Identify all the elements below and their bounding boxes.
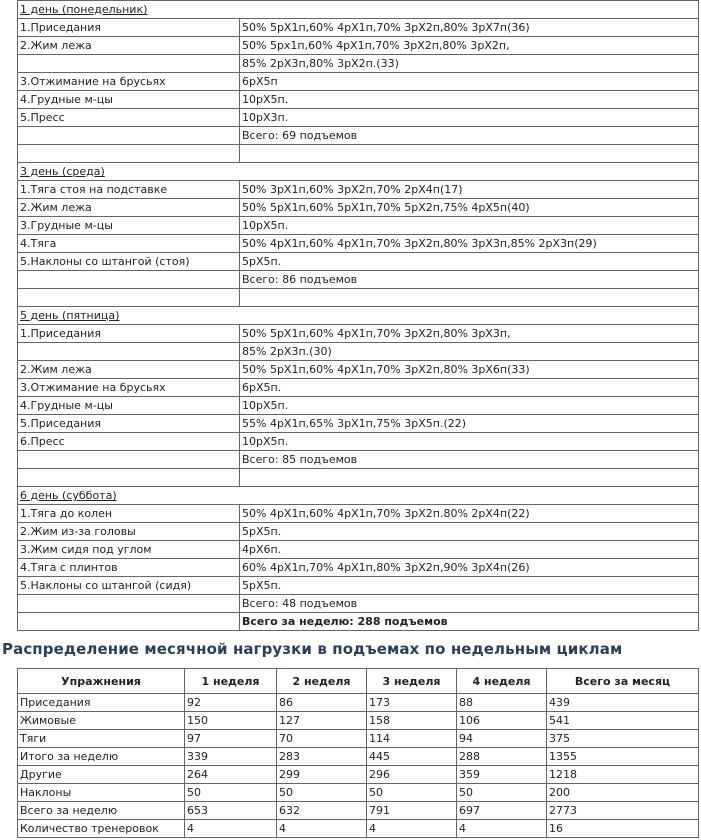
- distribution-row: [18, 694, 699, 712]
- distribution-body: [18, 694, 699, 838]
- exercise-row: [18, 451, 699, 469]
- week-4-cell: 106: [457, 712, 547, 730]
- month-total-cell: 200: [547, 784, 699, 802]
- month-total-cell: 439: [547, 694, 699, 712]
- exercise-name: 3.Отжимание на брусьях: [18, 73, 240, 91]
- distribution-header-row: [18, 669, 699, 694]
- exercise-row: [18, 127, 699, 145]
- exercise-name: 1.Приседания: [18, 325, 240, 343]
- exercise-row: [18, 379, 699, 397]
- week-3-cell: 296: [367, 766, 457, 784]
- exercise-row: [18, 541, 699, 559]
- exercise-row: [18, 361, 699, 379]
- exercise-scheme: 5рХ5п.: [240, 577, 699, 595]
- exercise-scheme: 60% 4рХ1п,70% 4рХ1п,80% 3рХ2п,90% 3рХ4п(26): [240, 559, 699, 577]
- month-total-cell: 1355: [547, 748, 699, 766]
- exercise-scheme: Всего за неделю: 288 подъемов: [240, 613, 699, 631]
- week-3-cell: 114: [367, 730, 457, 748]
- exercise-scheme: 10рХ5п.: [240, 397, 699, 415]
- week-3-cell: 791: [367, 802, 457, 820]
- week-1-cell: 150: [185, 712, 277, 730]
- distribution-row: [18, 730, 699, 748]
- exercise-row: [18, 523, 699, 541]
- exercise-scheme: 50% 5рХ1п,60% 5рХ1п,70% 5рХ2п,75% 4рХ5п(40): [240, 199, 699, 217]
- week-4-cell: 359: [457, 766, 547, 784]
- day-title: 3 день (среда): [18, 163, 699, 181]
- exercise-name: 2.Жим из-за головы: [18, 523, 240, 541]
- training-plan-body: [18, 1, 699, 631]
- week-4-cell: 4: [457, 820, 547, 838]
- week-3-cell: 50: [367, 784, 457, 802]
- exercise-scheme: 55% 4рХ1п,65% 3рХ1п,75% 3рХ5п.(22): [240, 415, 699, 433]
- header-exercise: Упражнения: [18, 669, 185, 694]
- distribution-row: [18, 820, 699, 838]
- header-month-total: Всего за месяц: [547, 669, 699, 694]
- exercise-name: 2.Жим лежа: [18, 37, 240, 55]
- exercise-row: [18, 325, 699, 343]
- exercise-name: [18, 145, 240, 163]
- exercise-scheme: Всего: 69 подъемов: [240, 127, 699, 145]
- exercise-row: [18, 415, 699, 433]
- exercise-scheme: 50% 5рХ1п,60% 4рХ1п,70% 3рХ2п,80% 3рХ7п(36): [240, 19, 699, 37]
- exercise-name: [18, 55, 240, 73]
- training-plan-table: [17, 0, 699, 631]
- exercise-row: [18, 613, 699, 631]
- exercise-cell: Другие: [18, 766, 185, 784]
- week-2-cell: 299: [277, 766, 367, 784]
- exercise-scheme: 50% 3рХ1п,60% 3рХ2п,70% 2рХ4п(17): [240, 181, 699, 199]
- month-total-cell: 2773: [547, 802, 699, 820]
- week-1-cell: 264: [185, 766, 277, 784]
- month-total-cell: 16: [547, 820, 699, 838]
- exercise-row: [18, 577, 699, 595]
- exercise-cell: Приседания: [18, 694, 185, 712]
- exercise-row: [18, 145, 699, 163]
- week-1-cell: 4: [185, 820, 277, 838]
- week-1-cell: 97: [185, 730, 277, 748]
- distribution-row: [18, 784, 699, 802]
- exercise-scheme: 6рХ5п: [240, 73, 699, 91]
- exercise-cell: Тяги: [18, 730, 185, 748]
- week-2-cell: 4: [277, 820, 367, 838]
- exercise-name: [18, 451, 240, 469]
- exercise-name: 3.Грудные м-цы: [18, 217, 240, 235]
- exercise-scheme: 10рХ5п.: [240, 433, 699, 451]
- header-week-3: 3 неделя: [367, 669, 457, 694]
- week-4-cell: 697: [457, 802, 547, 820]
- exercise-cell: Жимовые: [18, 712, 185, 730]
- distribution-row: [18, 802, 699, 820]
- exercise-scheme: 50% 5рХ1п,60% 4рХ1п,70% 3рХ2п,80% 3рХ3п,: [240, 325, 699, 343]
- exercise-scheme: 50% 5рх1п,60% 4рХ1п,70% 3рХ2п,80% 3рХ2п,: [240, 37, 699, 55]
- day-title: 1 день (понедельник): [18, 1, 699, 19]
- week-2-cell: 283: [277, 748, 367, 766]
- exercise-scheme: 5рХ5п.: [240, 523, 699, 541]
- exercise-row: [18, 91, 699, 109]
- exercise-name: [18, 289, 240, 307]
- exercise-row: [18, 595, 699, 613]
- exercise-scheme: 50% 5рХ1п,60% 4рХ1п,70% 3рХ2п,80% 3рХ6п(33): [240, 361, 699, 379]
- exercise-name: [18, 613, 240, 631]
- exercise-row: [18, 397, 699, 415]
- exercise-name: 4.Грудные м-цы: [18, 91, 240, 109]
- day-header-row: [18, 1, 699, 19]
- exercise-name: [18, 595, 240, 613]
- week-3-cell: 173: [367, 694, 457, 712]
- week-3-cell: 4: [367, 820, 457, 838]
- exercise-name: 5.Приседания: [18, 415, 240, 433]
- exercise-name: 2.Жим лежа: [18, 361, 240, 379]
- exercise-row: [18, 289, 699, 307]
- exercise-name: 3.Отжимание на брусьях: [18, 379, 240, 397]
- exercise-row: [18, 469, 699, 487]
- week-3-cell: 158: [367, 712, 457, 730]
- exercise-name: 1.Приседания: [18, 19, 240, 37]
- exercise-name: [18, 271, 240, 289]
- exercise-row: [18, 199, 699, 217]
- month-total-cell: 541: [547, 712, 699, 730]
- exercise-name: 3.Жим сидя под углом: [18, 541, 240, 559]
- exercise-scheme: 50% 4рХ1п,60% 4рХ1п,70% 3рХ2п.80% 2рХ4п(22): [240, 505, 699, 523]
- exercise-name: 1.Тяга стоя на подставке: [18, 181, 240, 199]
- exercise-row: [18, 343, 699, 361]
- week-2-cell: 50: [277, 784, 367, 802]
- exercise-scheme: Всего: 86 подъемов: [240, 271, 699, 289]
- exercise-row: [18, 271, 699, 289]
- exercise-scheme: 50% 4рХ1п,60% 4рХ1п,70% 3рХ2п,80% 3рХ3п,85% 2рХ3п(29): [240, 235, 699, 253]
- week-1-cell: 339: [185, 748, 277, 766]
- exercise-scheme: 85% 2рХ3п,80% 3рХ2п.(33): [240, 55, 699, 73]
- exercise-name: [18, 469, 240, 487]
- exercise-cell: Наклоны: [18, 784, 185, 802]
- distribution-row: [18, 712, 699, 730]
- exercise-scheme: Всего: 48 подъемов: [240, 595, 699, 613]
- week-1-cell: 50: [185, 784, 277, 802]
- day-title: 5 день (пятница): [18, 307, 699, 325]
- exercise-scheme: 10рХ5п.: [240, 217, 699, 235]
- header-week-4: 4 неделя: [457, 669, 547, 694]
- week-1-cell: 653: [185, 802, 277, 820]
- exercise-row: [18, 433, 699, 451]
- exercise-scheme: 4рХ6п.: [240, 541, 699, 559]
- exercise-name: 4.Тяга: [18, 235, 240, 253]
- distribution-title: Распределение месячной нагрузки в подъемах по недельным циклам: [2, 640, 623, 658]
- exercise-scheme: Всего: 85 подъемов: [240, 451, 699, 469]
- exercise-scheme: 85% 2рХ3п.(30): [240, 343, 699, 361]
- exercise-name: 5.Пресс: [18, 109, 240, 127]
- exercise-scheme: [240, 289, 699, 307]
- exercise-row: [18, 109, 699, 127]
- exercise-name: 6.Пресс: [18, 433, 240, 451]
- exercise-name: [18, 343, 240, 361]
- week-4-cell: 288: [457, 748, 547, 766]
- exercise-row: [18, 235, 699, 253]
- exercise-name: 4.Тяга с плинтов: [18, 559, 240, 577]
- day-header-row: [18, 307, 699, 325]
- month-total-cell: 1218: [547, 766, 699, 784]
- exercise-row: [18, 55, 699, 73]
- exercise-row: [18, 19, 699, 37]
- distribution-row: [18, 748, 699, 766]
- exercise-scheme: [240, 145, 699, 163]
- exercise-cell: Количество тренеровок: [18, 820, 185, 838]
- exercise-cell: Всего за неделю: [18, 802, 185, 820]
- exercise-row: [18, 37, 699, 55]
- week-3-cell: 445: [367, 748, 457, 766]
- header-week-1: 1 неделя: [185, 669, 277, 694]
- distribution-table: [17, 668, 699, 838]
- week-2-cell: 70: [277, 730, 367, 748]
- exercise-name: 5.Наклоны со штангой (сидя): [18, 577, 240, 595]
- week-1-cell: 92: [185, 694, 277, 712]
- exercise-name: [18, 127, 240, 145]
- exercise-cell: Итого за неделю: [18, 748, 185, 766]
- exercise-row: [18, 181, 699, 199]
- exercise-scheme: 5рХ5п.: [240, 253, 699, 271]
- exercise-row: [18, 253, 699, 271]
- exercise-row: [18, 505, 699, 523]
- week-2-cell: 127: [277, 712, 367, 730]
- day-header-row: [18, 163, 699, 181]
- exercise-name: 4.Грудные м-цы: [18, 397, 240, 415]
- distribution-row: [18, 766, 699, 784]
- week-2-cell: 632: [277, 802, 367, 820]
- exercise-row: [18, 559, 699, 577]
- day-title: 6 день (суббота): [18, 487, 699, 505]
- month-total-cell: 375: [547, 730, 699, 748]
- exercise-scheme: 6рХ5п.: [240, 379, 699, 397]
- exercise-scheme: 10рХ5п.: [240, 91, 699, 109]
- exercise-scheme: 10рХ3п.: [240, 109, 699, 127]
- exercise-row: [18, 217, 699, 235]
- exercise-row: [18, 73, 699, 91]
- exercise-name: 5.Наклоны со штангой (стоя): [18, 253, 240, 271]
- header-week-2: 2 неделя: [277, 669, 367, 694]
- exercise-scheme: [240, 469, 699, 487]
- week-4-cell: 94: [457, 730, 547, 748]
- week-4-cell: 88: [457, 694, 547, 712]
- day-header-row: [18, 487, 699, 505]
- week-2-cell: 86: [277, 694, 367, 712]
- exercise-name: 2.Жим лежа: [18, 199, 240, 217]
- exercise-name: 1.Тяга до колен: [18, 505, 240, 523]
- week-4-cell: 50: [457, 784, 547, 802]
